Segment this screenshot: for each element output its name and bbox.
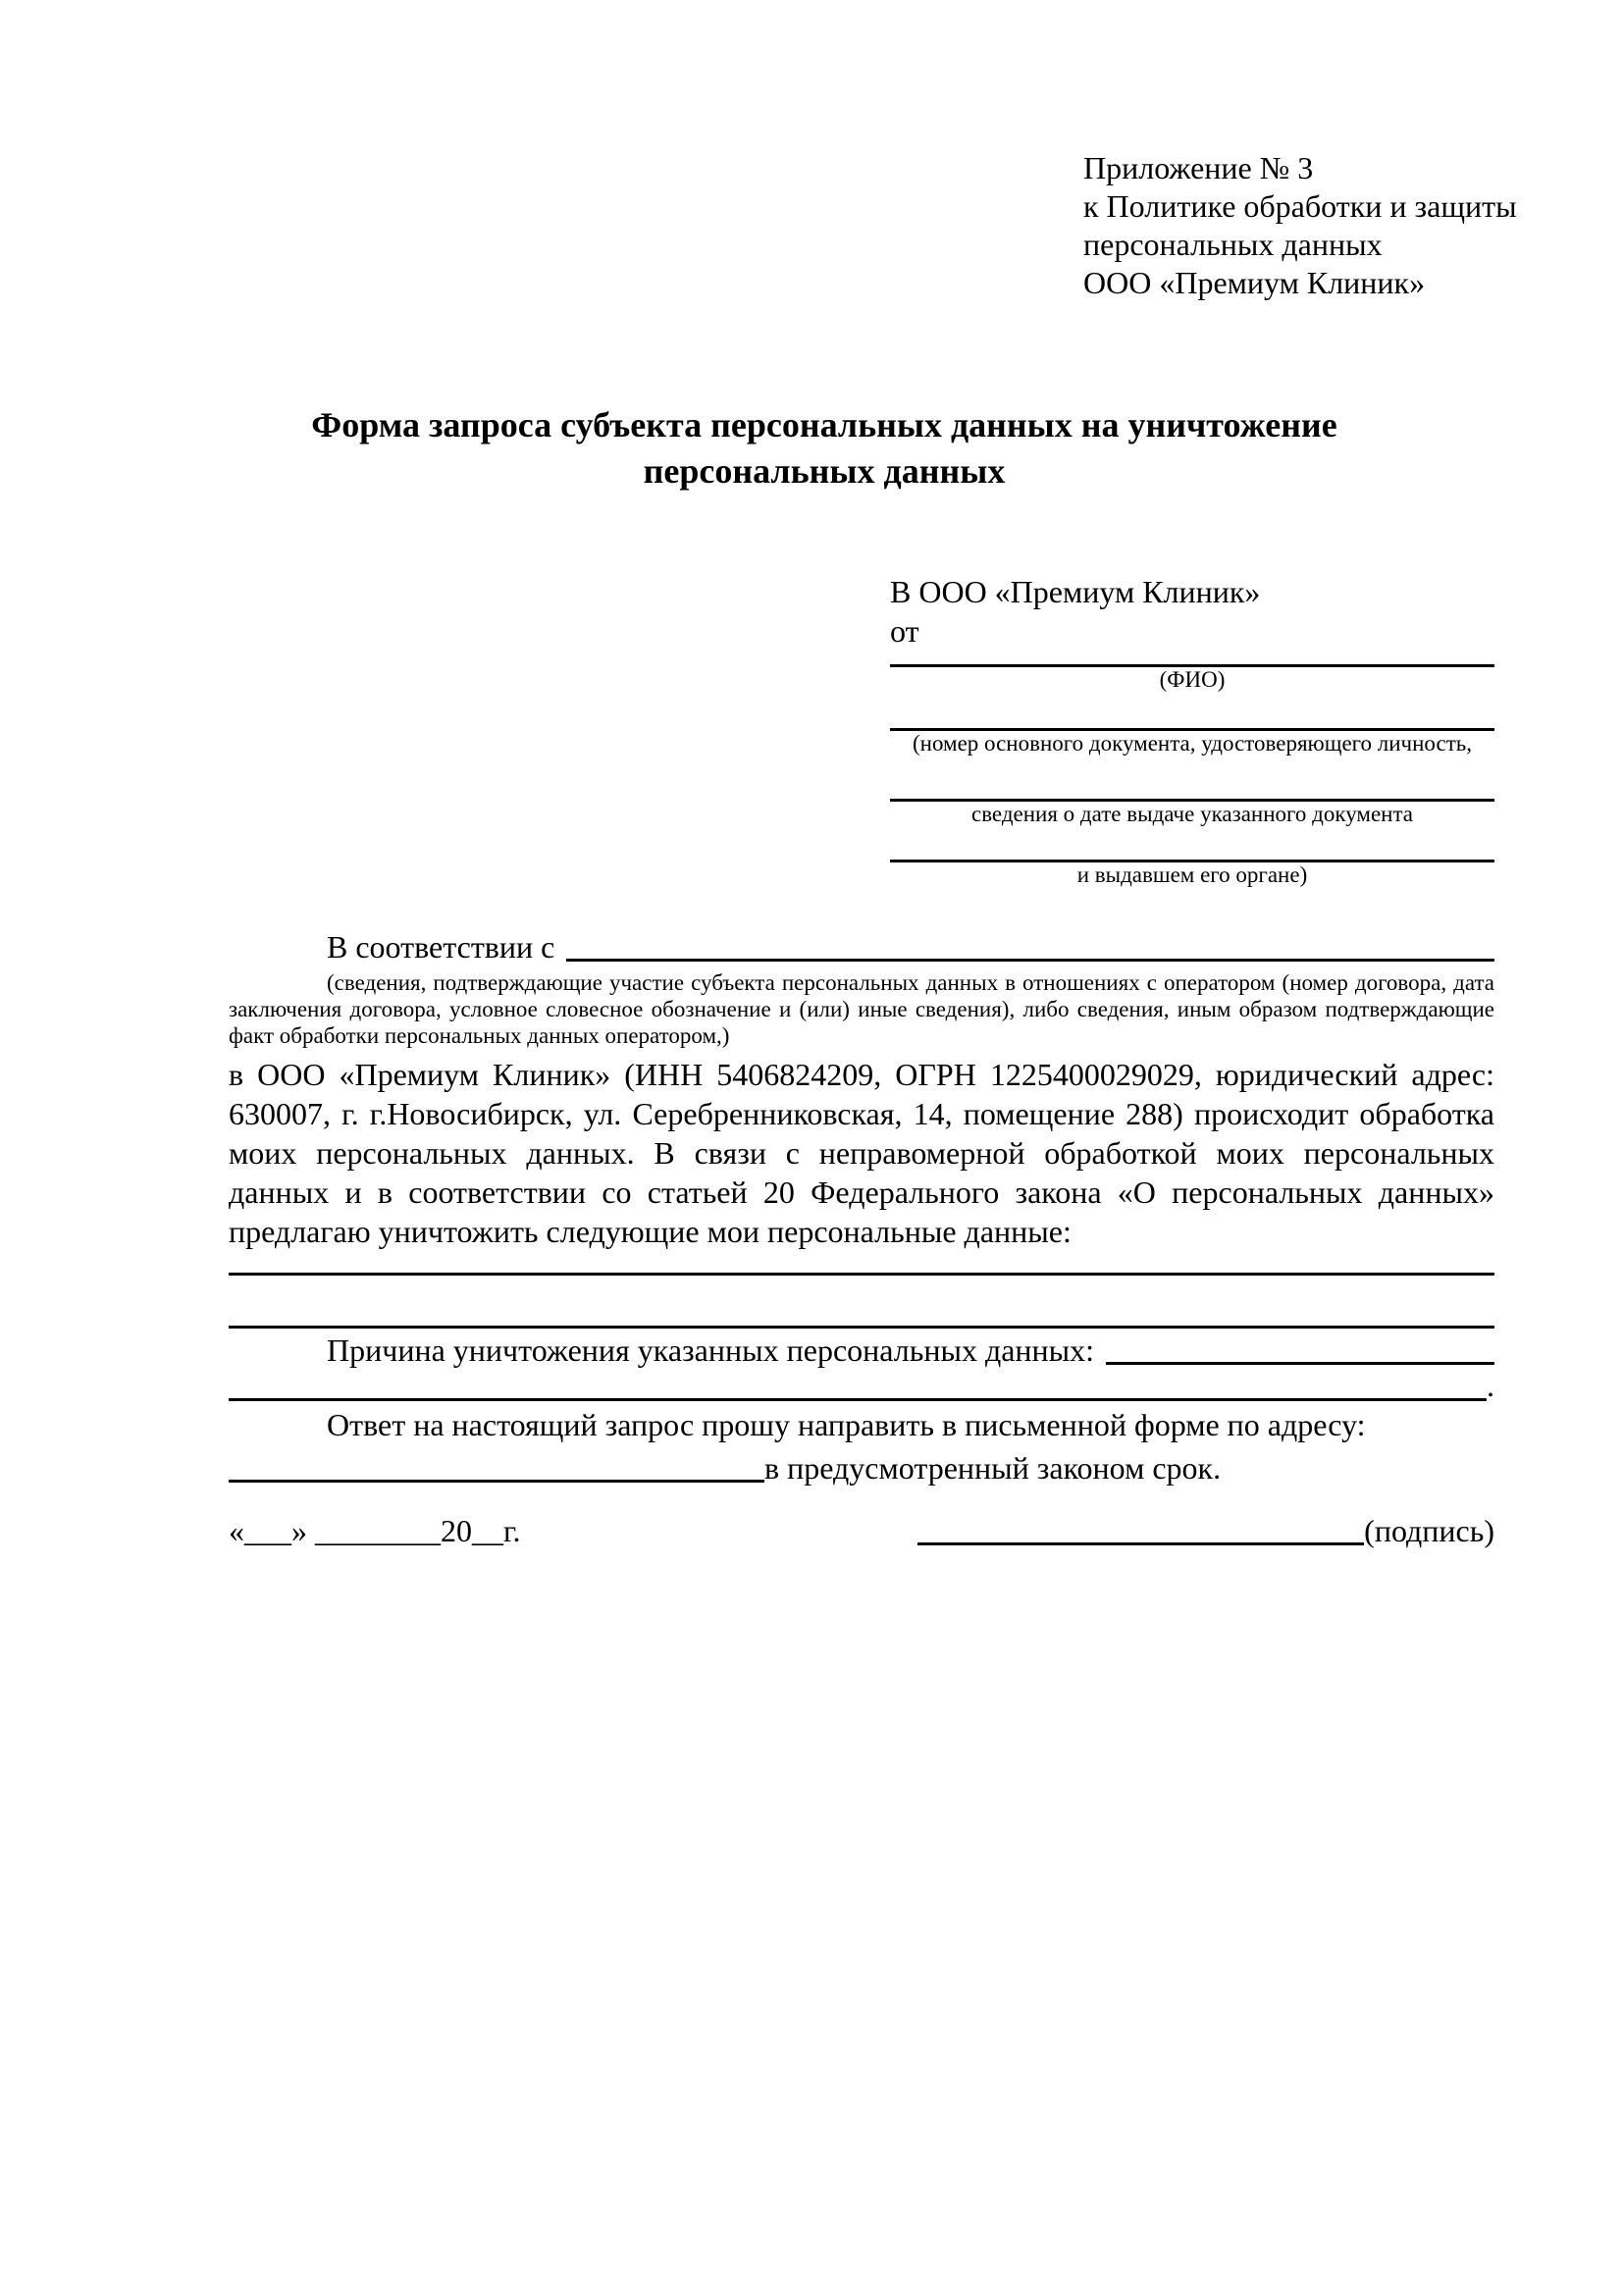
reason-continuation-row — [229, 1370, 1494, 1405]
reason-label: Причина уничтожения указанных персональных данных: — [327, 1332, 1095, 1368]
date-signature-row — [229, 1511, 1494, 1550]
main-paragraph: в ООО «Премиум Клиник» (ИНН 5406824209, ОГРН 1225400029029, юридический адрес: 630007, г. г.Новосибирск, ул. Серебренниковская, 14, помещение 288) происходит обработка моих персональных данных. В связи с неправомерной обработкой моих персональных данных и в соответствии со статьей 20 Федерального закона «О персональных данных» предлагаю уничтожить следующие мои персональные данные: — [229, 1057, 1494, 1249]
address-blank-line — [229, 1448, 764, 1483]
accordance-label: В соответствии с — [327, 929, 555, 965]
reason-row — [229, 1331, 1494, 1370]
document-number-blank-line — [890, 693, 1494, 731]
annex-note-line: Приложение № 3 — [1083, 150, 1314, 185]
document-number-caption: (номер основного документа, удостоверяющего личность, — [912, 731, 1472, 756]
annex-note-line: к Политике обработки и защиты — [1083, 188, 1517, 224]
annex-note — [1083, 149, 1517, 302]
address-term-row — [229, 1448, 1494, 1487]
document-title — [191, 402, 1457, 495]
fio-blank-line — [890, 651, 1494, 667]
fio-caption: (ФИО) — [1159, 667, 1226, 692]
document-title-line: Форма запроса субъекта персональных данных на уничтожение — [311, 405, 1337, 444]
issuing-authority-blank-line — [890, 827, 1494, 862]
date-template: «___» ________20__г. — [229, 1513, 521, 1548]
accordance-blank-line — [566, 927, 1494, 962]
issue-date-blank-line — [890, 757, 1494, 802]
reason-blank-line-2 — [229, 1370, 1487, 1401]
annex-note-line: ООО «Премиум Клиник» — [1083, 265, 1426, 300]
signature-caption: (подпись) — [1364, 1513, 1494, 1548]
sentence-period: . — [1487, 1368, 1494, 1403]
addressee-block — [890, 572, 1494, 888]
signature-blank-line — [917, 1542, 1364, 1545]
annex-note-line: персональных данных — [1083, 227, 1383, 262]
signature-group — [917, 1511, 1494, 1550]
issuing-authority-caption: и выдавшем его органе) — [1076, 862, 1308, 887]
term-text: в предусмотренный законом срок. — [764, 1450, 1222, 1486]
body-block — [229, 927, 1494, 1550]
response-paragraph: Ответ на настоящий запрос прошу направить в письменной форме по адресу: — [327, 1407, 1366, 1442]
addressee-to: В ООО «Премиум Клиник» — [890, 574, 1261, 609]
accordance-note: (сведения, подтверждающие участие субъекта персональных данных в отношениях с оператором (номер договора, дата заключения договора, условное словесное обозначение и (или) иные сведения), либо сведения, иным образом подтверждающие факт обработки персональных данных оператором,) — [229, 970, 1494, 1048]
accordance-row — [229, 927, 1494, 966]
personal-data-blank-line — [229, 1276, 1494, 1329]
document-title-line: персональных данных — [643, 451, 1006, 491]
personal-data-blank-line — [229, 1253, 1494, 1276]
issue-date-caption: сведения о дате выдаче указанного документа — [970, 802, 1414, 826]
reason-blank-line — [1106, 1331, 1494, 1365]
addressee-from-label: от — [890, 613, 919, 649]
